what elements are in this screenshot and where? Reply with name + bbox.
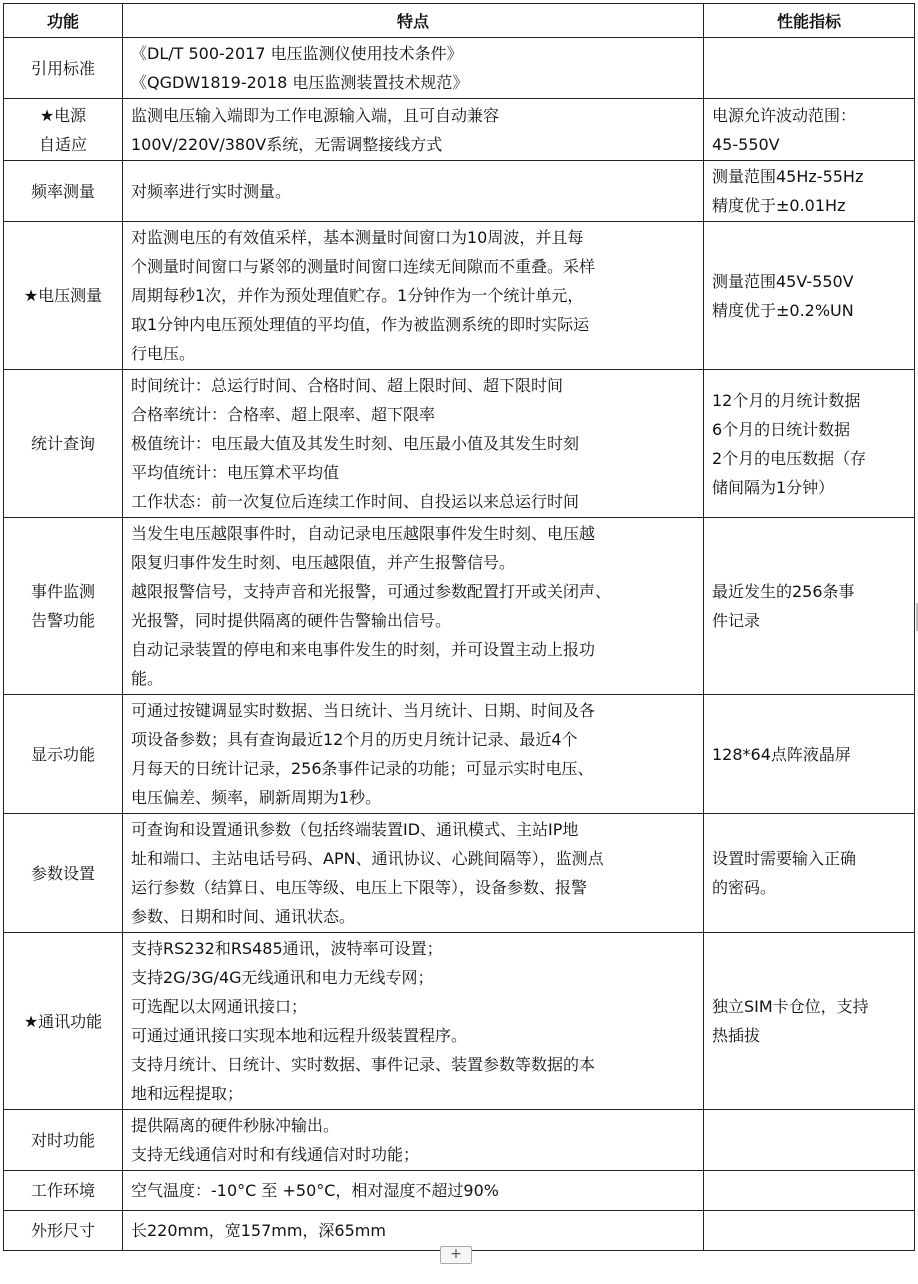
cell-line: 参数设置 [30, 863, 95, 883]
cell-line: 时间统计：总运行时间、合格时间、超上限时间、超下限时间 [131, 376, 564, 395]
cell-line: 自动记录装置的停电和来电事件发生的时刻，并可设置主动上报功 [131, 640, 596, 659]
cell-line: 外形尺寸 [30, 1221, 95, 1240]
cell-line: 项设备参数；具有查询最近12个月的历史月统计记录、最近4个 [131, 730, 578, 749]
cell-line: 支持RS232和RS485通讯，波特率可设置； [131, 939, 443, 958]
cell-line: 热插拔 [712, 1026, 761, 1045]
cell-line: 件记录 [712, 611, 761, 630]
cell-line: 行电压。 [131, 344, 196, 363]
table-row [4, 814, 915, 933]
function-cell [4, 222, 123, 370]
cell-line: 设置时需要输入正确 [712, 849, 857, 868]
cell-line: 运行参数（结算日、电压等级、电压上下限等），设备参数、报警 [131, 878, 588, 897]
cell-line: 极值统计：电压最大值及其发生时刻、电压最小值及其发生时刻 [131, 434, 580, 453]
cell-line: 对时功能 [30, 1130, 95, 1150]
feature-cell [123, 695, 704, 814]
cell-line: 独立SIM卡仓位，支持 [712, 997, 869, 1016]
performance-cell [704, 222, 915, 370]
cell-line: 工作状态：前一次复位后连续工作时间、自投运以来总运行时间 [131, 492, 580, 511]
cell-line: 长220mm，宽157mm，深65mm [131, 1221, 386, 1240]
table-row [4, 1171, 915, 1211]
cell-line: 平均值统计：电压算术平均值 [131, 463, 340, 482]
cell-line: 可通过按键调显实时数据、当日统计、当月统计、日期、时间及各 [131, 701, 596, 720]
cell-line: 统计查询 [30, 434, 95, 453]
cell-line: 支持无线通信对时和有线通信对时功能； [131, 1145, 420, 1164]
feature-cell [123, 370, 704, 518]
cell-line: 提供隔离的硬件秒脉冲输出。 [131, 1116, 340, 1135]
cell-line: 对监测电压的有效值采样，基本测量时间窗口为10周波，并且每 [131, 228, 584, 247]
cell-line: 45-550V [712, 134, 780, 154]
cell-line: 测量范围45Hz-55Hz [712, 167, 864, 186]
header-row [4, 4, 915, 38]
cell-line: 测量范围45V-550V [712, 271, 854, 291]
feature-cell [123, 814, 704, 933]
performance-cell [704, 695, 915, 814]
cell-line: 128*64点阵液晶屏 [712, 744, 851, 764]
cell-line: 可通过通讯接口实现本地和远程升级装置程序。 [131, 1026, 468, 1045]
table-row [4, 695, 915, 814]
feature-cell [123, 933, 704, 1110]
function-cell [4, 695, 123, 814]
cell-line: 12个月的月统计数据 [712, 390, 861, 410]
cell-line: 精度优于±0.2%UN [712, 300, 854, 320]
function-cell [4, 933, 123, 1110]
cell-line: 支持月统计、日统计、实时数据、事件记录、装置参数等数据的本 [131, 1055, 596, 1074]
performance-cell [704, 1211, 915, 1251]
cell-line: 自适应 [38, 134, 87, 154]
cell-line: 事件监测 [30, 582, 95, 601]
cell-line: 个测量时间窗口与紧邻的测量时间窗口连续无间隙而不重叠。采样 [131, 257, 596, 276]
function-cell [4, 99, 123, 161]
add-row-button[interactable]: + [440, 1246, 472, 1264]
cell-line: 空气温度：-10°C 至 +50°C，相对湿度不超过90% [131, 1181, 499, 1200]
performance-cell [704, 1171, 915, 1211]
cell-line: ★通讯功能 [23, 1011, 103, 1031]
function-cell [4, 1211, 123, 1251]
cell-line: 《QGDW1819-2018 电压监测装置技术规范》 [131, 73, 469, 92]
performance-cell [704, 99, 915, 161]
function-cell [4, 814, 123, 933]
feature-cell [123, 161, 704, 222]
feature-cell [123, 1211, 704, 1251]
table-row [4, 518, 915, 695]
cell-line: 限复归事件发生时刻、电压越限值，并产生报警信号。 [131, 553, 516, 572]
header-func: 功能 [4, 4, 123, 38]
table-row [4, 370, 915, 518]
table-row [4, 222, 915, 370]
cell-line: 告警功能 [30, 611, 95, 630]
header-perf: 性能指标 [704, 4, 915, 38]
cell-line: 越限报警信号，支持声音和光报警，可通过参数配置打开或关闭声、 [131, 582, 612, 601]
cell-line: 址和端口、主站电话号码、APN、通讯协议、心跳间隔等），监测点 [131, 849, 604, 868]
cell-line: 电压偏差、频率，刷新周期为1秒。 [131, 788, 382, 807]
table-row [4, 38, 915, 99]
performance-cell [704, 370, 915, 518]
function-cell [4, 1110, 123, 1171]
cell-line: 100V/220V/380V系统，无需调整接线方式 [131, 134, 443, 154]
cell-line: 的密码。 [712, 878, 777, 897]
header-feat: 特点 [123, 4, 704, 38]
cell-line: 可选配以太网通讯接口； [131, 997, 308, 1016]
function-cell [4, 1171, 123, 1211]
function-cell [4, 161, 123, 222]
cell-line: 取1分钟内电压预处理值的平均值，作为被监测系统的即时实际运 [131, 315, 590, 334]
feature-cell [123, 518, 704, 695]
cell-line: 月每天的日统计记录，256条事件记录的功能；可显示实时电压、 [131, 759, 594, 778]
cell-line: 工作环境 [30, 1181, 95, 1200]
cell-line: 频率测量 [30, 181, 95, 201]
cell-line: 引用标准 [30, 58, 95, 78]
cell-line: 可查询和设置通讯参数（包括终端装置ID、通讯模式、主站IP地 [131, 820, 579, 839]
cell-line: 参数、日期和时间、通讯状态。 [131, 907, 356, 926]
performance-cell [704, 161, 915, 222]
table-row [4, 1211, 915, 1251]
cell-line: 监测电压输入端即为工作电源输入端，且可自动兼容 [131, 105, 500, 125]
cell-line: 电源允许波动范围： [712, 105, 857, 125]
cell-line: 支持2G/3G/4G无线通讯和电力无线专网； [131, 968, 434, 987]
cell-line: 储间隔为1分钟） [712, 477, 835, 497]
cell-line: 地和远程提取； [131, 1084, 244, 1103]
cell-line: 《DL/T 500-2017 电压监测仪使用技术条件》 [131, 44, 463, 63]
performance-cell [704, 814, 915, 933]
performance-cell [704, 518, 915, 695]
cell-line: 显示功能 [30, 744, 95, 764]
cell-line: ★电压测量 [23, 286, 103, 305]
cell-line: 当发生电压越限事件时，自动记录电压越限事件发生时刻、电压越 [131, 524, 596, 543]
table-row [4, 933, 915, 1110]
function-cell [4, 38, 123, 99]
cell-line: ★电源 [39, 105, 87, 125]
performance-cell [704, 38, 915, 99]
cell-line: 周期每秒1次，并作为预处理值贮存。1分钟作为一个统计单元， [131, 286, 584, 305]
cell-line: 精度优于±0.01Hz [712, 196, 846, 215]
feature-cell [123, 1110, 704, 1171]
table-row [4, 1110, 915, 1171]
cell-line: 能。 [131, 669, 164, 688]
spec-table [3, 3, 915, 1251]
function-cell [4, 518, 123, 695]
performance-cell [704, 933, 915, 1110]
cell-line: 2个月的电压数据（存 [712, 448, 867, 468]
performance-cell [704, 1110, 915, 1171]
cell-line: 合格率统计：合格率、超上限率、超下限率 [131, 405, 436, 424]
feature-cell [123, 1171, 704, 1211]
feature-cell [123, 99, 704, 161]
cell-line: 对频率进行实时测量。 [131, 181, 292, 201]
cell-line: 6个月的日统计数据 [712, 419, 851, 439]
feature-cell [123, 38, 704, 99]
feature-cell [123, 222, 704, 370]
table-row [4, 99, 915, 161]
cell-line: 光报警，同时提供隔离的硬件告警输出信号。 [131, 611, 452, 630]
table-row [4, 161, 915, 222]
cell-line: 最近发生的256条事 [712, 582, 855, 601]
function-cell [4, 370, 123, 518]
